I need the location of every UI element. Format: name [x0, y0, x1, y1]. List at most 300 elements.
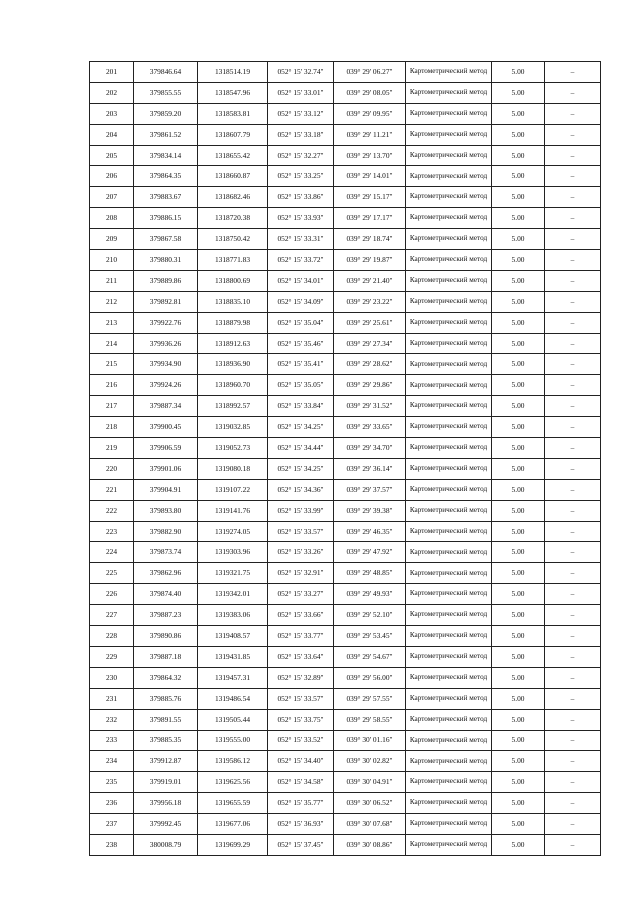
accuracy-cell: 5.00 [492, 500, 545, 521]
latitude-cell: 052° 15' 33.01" [268, 82, 334, 103]
coord-x-cell: 379936.26 [134, 333, 198, 354]
table-row [90, 375, 601, 396]
description-cell: – [545, 250, 601, 271]
method-cell: Картометрический метод [406, 542, 492, 563]
description-cell: – [545, 291, 601, 312]
latitude-cell: 052° 15' 34.58" [268, 772, 334, 793]
longitude-cell: 039° 29' 13.70" [334, 145, 406, 166]
latitude-cell: 052° 15' 35.41" [268, 354, 334, 375]
method-cell: Картометрический метод [406, 438, 492, 459]
longitude-cell: 039° 29' 11.21" [334, 124, 406, 145]
table-row [90, 291, 601, 312]
latitude-cell: 052° 15' 32.89" [268, 667, 334, 688]
accuracy-cell: 5.00 [492, 709, 545, 730]
coord-y-cell: 1319141.76 [198, 500, 268, 521]
table-row [90, 312, 601, 333]
point-number-cell: 234 [90, 751, 134, 772]
coord-x-cell: 380008.79 [134, 834, 198, 855]
point-number-cell: 217 [90, 396, 134, 417]
longitude-cell: 039° 29' 49.93" [334, 584, 406, 605]
coord-y-cell: 1318547.96 [198, 82, 268, 103]
method-cell: Картометрический метод [406, 814, 492, 835]
method-cell: Картометрический метод [406, 667, 492, 688]
latitude-cell: 052° 15' 35.77" [268, 793, 334, 814]
coord-y-cell: 1318750.42 [198, 229, 268, 250]
longitude-cell: 039° 29' 15.17" [334, 187, 406, 208]
table-row [90, 458, 601, 479]
longitude-cell: 039° 29' 47.92" [334, 542, 406, 563]
coord-x-cell: 379887.34 [134, 396, 198, 417]
coord-x-cell: 379864.35 [134, 166, 198, 187]
table-row [90, 229, 601, 250]
latitude-cell: 052° 15' 33.25" [268, 166, 334, 187]
coord-y-cell: 1319486.54 [198, 688, 268, 709]
coord-y-cell: 1318835.10 [198, 291, 268, 312]
description-cell: – [545, 709, 601, 730]
description-cell: – [545, 229, 601, 250]
longitude-cell: 039° 29' 08.05" [334, 82, 406, 103]
latitude-cell: 052° 15' 33.57" [268, 521, 334, 542]
accuracy-cell: 5.00 [492, 124, 545, 145]
coord-x-cell: 379885.76 [134, 688, 198, 709]
coord-x-cell: 379906.59 [134, 438, 198, 459]
point-number-cell: 235 [90, 772, 134, 793]
table-row [90, 751, 601, 772]
point-number-cell: 223 [90, 521, 134, 542]
method-cell: Картометрический метод [406, 103, 492, 124]
coord-x-cell: 379901.06 [134, 458, 198, 479]
method-cell: Картометрический метод [406, 458, 492, 479]
accuracy-cell: 5.00 [492, 667, 545, 688]
method-cell: Картометрический метод [406, 417, 492, 438]
description-cell: – [545, 667, 601, 688]
coord-y-cell: 1319625.56 [198, 772, 268, 793]
method-cell: Картометрический метод [406, 500, 492, 521]
latitude-cell: 052° 15' 34.40" [268, 751, 334, 772]
description-cell: – [545, 834, 601, 855]
table-row [90, 626, 601, 647]
coord-y-cell: 1318607.79 [198, 124, 268, 145]
coord-x-cell: 379855.55 [134, 82, 198, 103]
table-row [90, 709, 601, 730]
description-cell: – [545, 62, 601, 83]
latitude-cell: 052° 15' 33.84" [268, 396, 334, 417]
coord-x-cell: 379867.58 [134, 229, 198, 250]
point-number-cell: 236 [90, 793, 134, 814]
accuracy-cell: 5.00 [492, 688, 545, 709]
coord-x-cell: 379893.80 [134, 500, 198, 521]
coord-x-cell: 379891.55 [134, 709, 198, 730]
point-number-cell: 229 [90, 646, 134, 667]
coord-x-cell: 379886.15 [134, 208, 198, 229]
description-cell: – [545, 458, 601, 479]
point-number-cell: 211 [90, 270, 134, 291]
method-cell: Картометрический метод [406, 646, 492, 667]
description-cell: – [545, 646, 601, 667]
description-cell: – [545, 730, 601, 751]
description-cell: – [545, 500, 601, 521]
latitude-cell: 052° 15' 33.77" [268, 626, 334, 647]
accuracy-cell: 5.00 [492, 772, 545, 793]
method-cell: Картометрический метод [406, 688, 492, 709]
latitude-cell: 052° 15' 32.91" [268, 563, 334, 584]
accuracy-cell: 5.00 [492, 626, 545, 647]
table-row [90, 82, 601, 103]
accuracy-cell: 5.00 [492, 145, 545, 166]
coord-y-cell: 1318771.83 [198, 250, 268, 271]
table-row [90, 250, 601, 271]
point-number-cell: 209 [90, 229, 134, 250]
table-row [90, 688, 601, 709]
point-number-cell: 232 [90, 709, 134, 730]
accuracy-cell: 5.00 [492, 208, 545, 229]
method-cell: Картометрический метод [406, 396, 492, 417]
description-cell: – [545, 270, 601, 291]
accuracy-cell: 5.00 [492, 291, 545, 312]
description-cell: – [545, 688, 601, 709]
description-cell: – [545, 354, 601, 375]
point-number-cell: 237 [90, 814, 134, 835]
method-cell: Картометрический метод [406, 834, 492, 855]
coord-x-cell: 379924.26 [134, 375, 198, 396]
method-cell: Картометрический метод [406, 584, 492, 605]
coord-y-cell: 1319655.59 [198, 793, 268, 814]
point-number-cell: 203 [90, 103, 134, 124]
coord-y-cell: 1319431.85 [198, 646, 268, 667]
table-row [90, 103, 601, 124]
latitude-cell: 052° 15' 37.45" [268, 834, 334, 855]
coord-y-cell: 1318992.57 [198, 396, 268, 417]
coord-x-cell: 379873.74 [134, 542, 198, 563]
point-number-cell: 230 [90, 667, 134, 688]
coord-y-cell: 1318936.90 [198, 354, 268, 375]
point-number-cell: 204 [90, 124, 134, 145]
point-number-cell: 206 [90, 166, 134, 187]
coord-y-cell: 1319303.96 [198, 542, 268, 563]
description-cell: – [545, 124, 601, 145]
longitude-cell: 039° 29' 27.34" [334, 333, 406, 354]
method-cell: Картометрический метод [406, 166, 492, 187]
coord-y-cell: 1319505.44 [198, 709, 268, 730]
table-row [90, 124, 601, 145]
method-cell: Картометрический метод [406, 145, 492, 166]
longitude-cell: 039° 29' 06.27" [334, 62, 406, 83]
longitude-cell: 039° 29' 37.57" [334, 479, 406, 500]
accuracy-cell: 5.00 [492, 312, 545, 333]
point-number-cell: 212 [90, 291, 134, 312]
longitude-cell: 039° 30' 04.91" [334, 772, 406, 793]
method-cell: Картометрический метод [406, 291, 492, 312]
longitude-cell: 039° 29' 39.38" [334, 500, 406, 521]
coord-y-cell: 1319342.01 [198, 584, 268, 605]
table-row [90, 187, 601, 208]
point-number-cell: 216 [90, 375, 134, 396]
coord-x-cell: 379880.31 [134, 250, 198, 271]
latitude-cell: 052° 15' 36.93" [268, 814, 334, 835]
longitude-cell: 039° 29' 17.17" [334, 208, 406, 229]
method-cell: Картометрический метод [406, 772, 492, 793]
coord-x-cell: 379864.32 [134, 667, 198, 688]
longitude-cell: 039° 30' 02.82" [334, 751, 406, 772]
table-row [90, 166, 601, 187]
accuracy-cell: 5.00 [492, 751, 545, 772]
point-number-cell: 220 [90, 458, 134, 479]
latitude-cell: 052° 15' 34.09" [268, 291, 334, 312]
longitude-cell: 039° 30' 07.68" [334, 814, 406, 835]
latitude-cell: 052° 15' 33.12" [268, 103, 334, 124]
method-cell: Картометрический метод [406, 62, 492, 83]
description-cell: – [545, 145, 601, 166]
longitude-cell: 039° 29' 29.86" [334, 375, 406, 396]
longitude-cell: 039° 29' 28.62" [334, 354, 406, 375]
description-cell: – [545, 626, 601, 647]
table-row [90, 793, 601, 814]
description-cell: – [545, 521, 601, 542]
accuracy-cell: 5.00 [492, 479, 545, 500]
table-row [90, 208, 601, 229]
table-row [90, 772, 601, 793]
coord-x-cell: 379904.91 [134, 479, 198, 500]
table-row [90, 667, 601, 688]
table-row [90, 563, 601, 584]
longitude-cell: 039° 29' 46.35" [334, 521, 406, 542]
method-cell: Картометрический метод [406, 208, 492, 229]
method-cell: Картометрический метод [406, 479, 492, 500]
coord-x-cell: 379900.45 [134, 417, 198, 438]
longitude-cell: 039° 29' 48.85" [334, 563, 406, 584]
longitude-cell: 039° 29' 21.40" [334, 270, 406, 291]
table-row [90, 814, 601, 835]
longitude-cell: 039° 30' 01.16" [334, 730, 406, 751]
description-cell: – [545, 584, 601, 605]
coord-x-cell: 379912.87 [134, 751, 198, 772]
description-cell: – [545, 103, 601, 124]
coord-x-cell: 379859.20 [134, 103, 198, 124]
method-cell: Картометрический метод [406, 563, 492, 584]
coord-x-cell: 379846.64 [134, 62, 198, 83]
description-cell: – [545, 312, 601, 333]
coord-y-cell: 1318800.69 [198, 270, 268, 291]
coord-x-cell: 379885.35 [134, 730, 198, 751]
point-number-cell: 219 [90, 438, 134, 459]
table-row [90, 145, 601, 166]
table-row [90, 479, 601, 500]
point-number-cell: 210 [90, 250, 134, 271]
latitude-cell: 052° 15' 34.01" [268, 270, 334, 291]
latitude-cell: 052° 15' 33.18" [268, 124, 334, 145]
coord-x-cell: 379882.90 [134, 521, 198, 542]
point-number-cell: 226 [90, 584, 134, 605]
point-number-cell: 222 [90, 500, 134, 521]
point-number-cell: 202 [90, 82, 134, 103]
point-number-cell: 224 [90, 542, 134, 563]
point-number-cell: 207 [90, 187, 134, 208]
accuracy-cell: 5.00 [492, 814, 545, 835]
coord-y-cell: 1318514.19 [198, 62, 268, 83]
coord-x-cell: 379889.86 [134, 270, 198, 291]
table-row [90, 354, 601, 375]
coord-y-cell: 1319274.05 [198, 521, 268, 542]
accuracy-cell: 5.00 [492, 229, 545, 250]
method-cell: Картометрический метод [406, 521, 492, 542]
coord-y-cell: 1319408.57 [198, 626, 268, 647]
point-number-cell: 233 [90, 730, 134, 751]
coord-y-cell: 1319052.73 [198, 438, 268, 459]
longitude-cell: 039° 29' 34.70" [334, 438, 406, 459]
longitude-cell: 039° 29' 56.00" [334, 667, 406, 688]
latitude-cell: 052° 15' 35.04" [268, 312, 334, 333]
latitude-cell: 052° 15' 33.93" [268, 208, 334, 229]
method-cell: Картометрический метод [406, 730, 492, 751]
accuracy-cell: 5.00 [492, 187, 545, 208]
latitude-cell: 052° 15' 33.52" [268, 730, 334, 751]
accuracy-cell: 5.00 [492, 417, 545, 438]
table-row [90, 333, 601, 354]
description-cell: – [545, 187, 601, 208]
description-cell: – [545, 82, 601, 103]
coord-y-cell: 1319321.75 [198, 563, 268, 584]
coord-x-cell: 379956.18 [134, 793, 198, 814]
point-number-cell: 201 [90, 62, 134, 83]
coord-y-cell: 1318879.98 [198, 312, 268, 333]
longitude-cell: 039° 30' 06.52" [334, 793, 406, 814]
latitude-cell: 052° 15' 35.05" [268, 375, 334, 396]
description-cell: – [545, 563, 601, 584]
description-cell: – [545, 793, 601, 814]
coord-y-cell: 1318912.63 [198, 333, 268, 354]
accuracy-cell: 5.00 [492, 82, 545, 103]
description-cell: – [545, 479, 601, 500]
accuracy-cell: 5.00 [492, 375, 545, 396]
point-number-cell: 213 [90, 312, 134, 333]
coord-y-cell: 1318682.46 [198, 187, 268, 208]
coord-x-cell: 379890.86 [134, 626, 198, 647]
latitude-cell: 052° 15' 33.57" [268, 688, 334, 709]
latitude-cell: 052° 15' 33.99" [268, 500, 334, 521]
point-number-cell: 205 [90, 145, 134, 166]
point-number-cell: 218 [90, 417, 134, 438]
coord-y-cell: 1319699.29 [198, 834, 268, 855]
coord-x-cell: 379922.76 [134, 312, 198, 333]
point-number-cell: 228 [90, 626, 134, 647]
latitude-cell: 052° 15' 34.25" [268, 458, 334, 479]
coord-x-cell: 379834.14 [134, 145, 198, 166]
coord-x-cell: 379887.18 [134, 646, 198, 667]
method-cell: Картометрический метод [406, 250, 492, 271]
coord-y-cell: 1319107.22 [198, 479, 268, 500]
coord-y-cell: 1318660.87 [198, 166, 268, 187]
coord-x-cell: 379919.01 [134, 772, 198, 793]
coordinates-table [89, 61, 601, 856]
latitude-cell: 052° 15' 35.46" [268, 333, 334, 354]
latitude-cell: 052° 15' 33.26" [268, 542, 334, 563]
description-cell: – [545, 605, 601, 626]
coord-y-cell: 1318960.70 [198, 375, 268, 396]
point-number-cell: 215 [90, 354, 134, 375]
table-row [90, 584, 601, 605]
longitude-cell: 039° 29' 53.45" [334, 626, 406, 647]
accuracy-cell: 5.00 [492, 563, 545, 584]
coord-y-cell: 1319383.06 [198, 605, 268, 626]
coord-x-cell: 379883.67 [134, 187, 198, 208]
point-number-cell: 214 [90, 333, 134, 354]
description-cell: – [545, 438, 601, 459]
description-cell: – [545, 772, 601, 793]
latitude-cell: 052° 15' 34.25" [268, 417, 334, 438]
accuracy-cell: 5.00 [492, 270, 545, 291]
longitude-cell: 039° 29' 25.61" [334, 312, 406, 333]
coord-x-cell: 379874.40 [134, 584, 198, 605]
latitude-cell: 052° 15' 33.66" [268, 605, 334, 626]
point-number-cell: 225 [90, 563, 134, 584]
table-row [90, 646, 601, 667]
table-row [90, 270, 601, 291]
method-cell: Картометрический метод [406, 375, 492, 396]
table-row [90, 396, 601, 417]
longitude-cell: 039° 29' 54.67" [334, 646, 406, 667]
coord-y-cell: 1318655.42 [198, 145, 268, 166]
coord-y-cell: 1319032.85 [198, 417, 268, 438]
latitude-cell: 052° 15' 33.31" [268, 229, 334, 250]
coord-y-cell: 1318583.81 [198, 103, 268, 124]
accuracy-cell: 5.00 [492, 438, 545, 459]
longitude-cell: 039° 29' 23.22" [334, 291, 406, 312]
description-cell: – [545, 166, 601, 187]
coord-x-cell: 379887.23 [134, 605, 198, 626]
point-number-cell: 208 [90, 208, 134, 229]
method-cell: Картометрический метод [406, 229, 492, 250]
accuracy-cell: 5.00 [492, 458, 545, 479]
table-row [90, 730, 601, 751]
accuracy-cell: 5.00 [492, 584, 545, 605]
latitude-cell: 052° 15' 34.44" [268, 438, 334, 459]
longitude-cell: 039° 29' 52.10" [334, 605, 406, 626]
accuracy-cell: 5.00 [492, 396, 545, 417]
accuracy-cell: 5.00 [492, 730, 545, 751]
table-row [90, 605, 601, 626]
accuracy-cell: 5.00 [492, 166, 545, 187]
description-cell: – [545, 333, 601, 354]
method-cell: Картометрический метод [406, 312, 492, 333]
description-cell: – [545, 814, 601, 835]
method-cell: Картометрический метод [406, 751, 492, 772]
table-row [90, 542, 601, 563]
coord-y-cell: 1318720.38 [198, 208, 268, 229]
description-cell: – [545, 375, 601, 396]
accuracy-cell: 5.00 [492, 793, 545, 814]
coord-x-cell: 379992.45 [134, 814, 198, 835]
longitude-cell: 039° 29' 09.95" [334, 103, 406, 124]
accuracy-cell: 5.00 [492, 834, 545, 855]
method-cell: Картометрический метод [406, 793, 492, 814]
accuracy-cell: 5.00 [492, 333, 545, 354]
accuracy-cell: 5.00 [492, 521, 545, 542]
table-row [90, 417, 601, 438]
table-row [90, 834, 601, 855]
accuracy-cell: 5.00 [492, 646, 545, 667]
latitude-cell: 052° 15' 33.64" [268, 646, 334, 667]
method-cell: Картометрический метод [406, 333, 492, 354]
longitude-cell: 039° 29' 31.52" [334, 396, 406, 417]
point-number-cell: 227 [90, 605, 134, 626]
latitude-cell: 052° 15' 33.72" [268, 250, 334, 271]
latitude-cell: 052° 15' 33.27" [268, 584, 334, 605]
method-cell: Картометрический метод [406, 82, 492, 103]
longitude-cell: 039° 29' 18.74" [334, 229, 406, 250]
accuracy-cell: 5.00 [492, 62, 545, 83]
description-cell: – [545, 208, 601, 229]
longitude-cell: 039° 30' 08.86" [334, 834, 406, 855]
